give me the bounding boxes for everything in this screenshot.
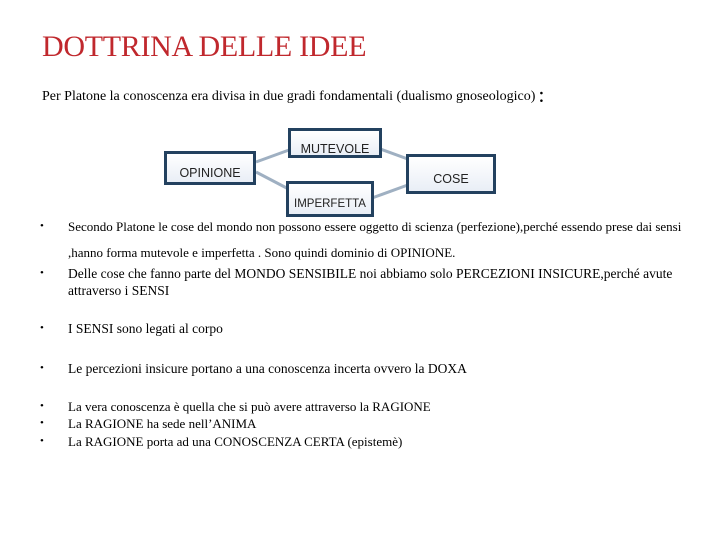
bullet-text: Delle cose che fanno parte del MONDO SENSIBILE noi abbiamo solo PERCEZIONI INSICURE,perché avute attraverso i SENSI <box>68 266 673 298</box>
bullet-text: I SENSI sono legati al corpo <box>68 321 223 336</box>
bullet-dot: • <box>40 435 44 447</box>
node-cose: COSE <box>406 154 496 194</box>
node-imperfetta: IMPERFETTA <box>286 181 374 217</box>
subtitle-text: Per Platone la conoscenza era divisa in due gradi fondamentali (dualismo gnoseologico) <box>42 89 536 104</box>
bullet-dot: • <box>40 417 44 429</box>
bullet-dot: • <box>40 362 44 374</box>
bullet-text: Le percezioni insicure portano a una conoscenza incerta ovvero la DOXA <box>68 361 467 376</box>
subtitle-colon: : <box>538 82 545 107</box>
bullet-dot: • <box>40 400 44 412</box>
bullet-dot: • <box>40 220 44 232</box>
bullet-text: La vera conoscenza è quella che si può avere attraverso la RAGIONE <box>68 399 431 414</box>
bullet-text: La RAGIONE porta ad una CONOSCENZA CERTA (epistemè) <box>68 434 403 449</box>
node-opinione: OPINIONE <box>164 151 256 185</box>
slide-subtitle <box>42 82 544 108</box>
bullet-dot: • <box>40 267 44 279</box>
bullet-text: La RAGIONE ha sede nell’ANIMA <box>68 416 257 431</box>
bullet-dot: • <box>40 322 44 334</box>
bullet-text: Secondo Platone le cose del mondo non possono essere oggetto di scienza (perfezione),perché essendo prese dai sensi ,hanno forma mutevole e imperfetta . Sono quindi dominio di OPINIONE. <box>68 219 682 260</box>
slide-title: DOTTRINA DELLE IDEE <box>42 30 367 63</box>
node-mutevole: MUTEVOLE <box>288 128 382 158</box>
